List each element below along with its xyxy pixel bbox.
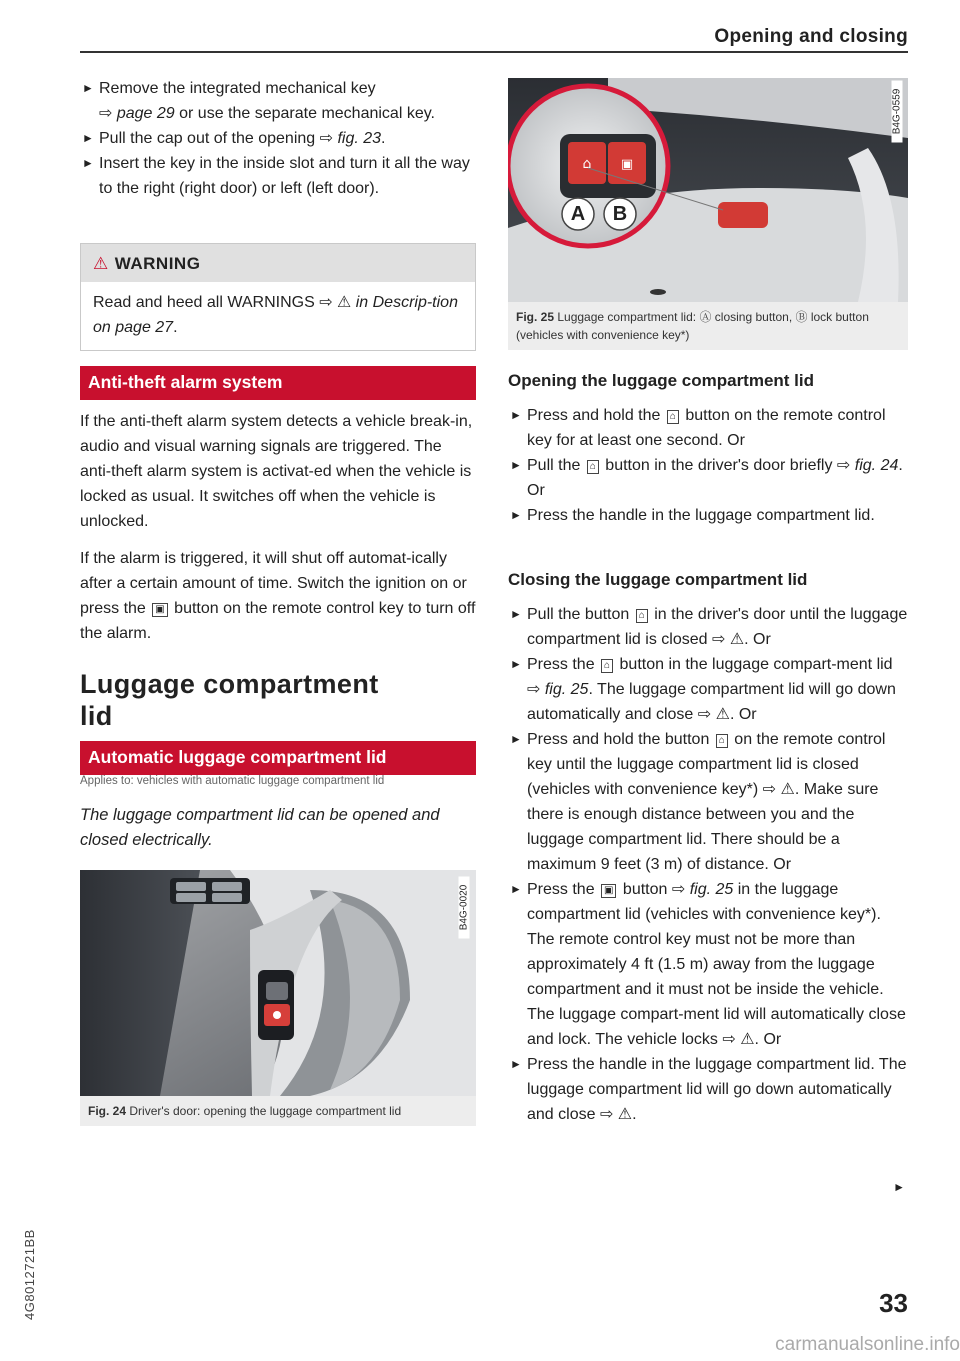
list-item: ► Press the handle in the luggage compartment lid.	[508, 503, 908, 528]
list-item: ► Insert the key in the inside slot and turn it all the way to the right (right door) or left (left door).	[80, 151, 476, 201]
trunk-button-icon: ⌂	[667, 410, 679, 424]
bullet-triangle-icon: ►	[510, 657, 522, 671]
section-heading-anti-theft: Anti-theft alarm system	[80, 366, 476, 400]
list-item: ► Press and hold the button ⌂ on the remote control key until the luggage compartment lid is closed (vehicles with convenience key*) ⇨ ⚠. Make sure there is enough distance between you and the luggage compartment lid. There should be a maximum 9 feet (3 m) of distance. Or	[508, 727, 908, 877]
bullet-triangle-icon: ►	[510, 607, 522, 621]
trunk-button-icon: ⌂	[716, 734, 728, 748]
document-code: 4G8012721BB	[22, 1229, 37, 1320]
list-item: ► Remove the integrated mechanical key ⇨ page 29 or use the separate mechanical key.	[80, 76, 476, 126]
list-item: ► Pull the button ⌂ in the driver's door until the luggage compartment lid is closed ⇨ ⚠. Or	[508, 602, 908, 652]
lock-button-icon: ▣	[601, 884, 616, 898]
section-heading-automatic-lid: Automatic luggage compartment lid	[80, 741, 476, 775]
bullet-triangle-icon: ►	[82, 156, 94, 170]
list-item: ► Press the handle in the luggage compartment lid. The luggage compartment lid will go down automatically and close ⇨ ⚠.	[508, 1052, 908, 1127]
list-item: ► Pull the ⌂ button in the driver's door briefly ⇨ fig. 24. Or	[508, 453, 908, 503]
opening-list	[508, 403, 908, 528]
fig25-label-a: A	[570, 203, 586, 225]
svg-text:▣: ▣	[620, 157, 634, 172]
bullet-triangle-icon: ►	[82, 81, 94, 95]
warning-body: Read and heed all WARNINGS ⇨ ⚠ in Descrip-tion on page 27.	[93, 294, 458, 336]
svg-text:⌂: ⌂	[582, 156, 592, 172]
warning-box	[80, 243, 476, 351]
lock-button-icon: ▣	[152, 603, 167, 617]
page-header-title: Opening and closing	[714, 26, 908, 47]
bullet-triangle-icon: ►	[510, 508, 522, 522]
fig25-caption: Fig. 25 Luggage compartment lid: Ⓐ closing button, Ⓑ lock button (vehicles with convenience key*)	[508, 302, 908, 350]
trunk-button-icon: ⌂	[601, 659, 613, 673]
trunk-button-icon: ⌂	[636, 609, 648, 623]
fig24-caption: Fig. 24 Driver's door: opening the luggage compartment lid	[80, 1096, 476, 1126]
closing-list	[508, 602, 908, 1127]
bullet-triangle-icon: ►	[510, 408, 522, 422]
fig25-image	[508, 78, 908, 302]
continue-arrow-icon: ►	[893, 1180, 905, 1194]
intro-text: The luggage compartment lid can be opened and closed electrically.	[80, 806, 440, 849]
closing-heading: Closing the luggage compartment lid	[508, 570, 808, 589]
bullet-triangle-icon: ►	[82, 131, 94, 145]
bullet-triangle-icon: ►	[510, 732, 522, 746]
chapter-title: Luggage compartment lid	[80, 669, 379, 731]
trunk-button-icon: ⌂	[587, 460, 599, 474]
opening-heading: Opening the luggage compartment lid	[508, 371, 815, 390]
list-item: ► Press the ⌂ button in the luggage compart-ment lid ⇨ fig. 25. The luggage compartment lid will go down automatically and close ⇨ ⚠. Or	[508, 652, 908, 727]
list-item: ► Pull the cap out of the opening ⇨ fig. 23.	[80, 126, 476, 151]
list-item: ► Press the ▣ button ⇨ fig. 25 in the luggage compartment lid (vehicles with convenience key*). The remote control key must not be more than approximately 4 ft (1.5 m) away from the luggage compartment and it must not be inside the vehicle. The luggage compart-ment lid will automatically close and lock. The vehicle locks ⇨ ⚠. Or	[508, 877, 908, 1052]
bullet-triangle-icon: ►	[510, 882, 522, 896]
header-rule	[80, 51, 908, 53]
left-intro	[80, 76, 476, 201]
fig25-code-box: B4G-0559	[890, 82, 904, 144]
bullet-triangle-icon: ►	[510, 1057, 522, 1071]
warning-triangle-icon: ⚠	[93, 254, 109, 273]
list-item: ► Press and hold the ⌂ button on the remote control key for at least one second. Or	[508, 403, 908, 453]
warning-header: ⚠ WARNING	[81, 244, 475, 282]
anti-theft-text	[80, 409, 476, 646]
applies-to: Applies to: vehicles with automatic luggage compartment lid	[80, 775, 385, 787]
watermark: carmanualsonline.info	[775, 1334, 960, 1355]
paragraph: If the alarm is triggered, it will shut off automat-ically after a certain amount of time. Switch the ignition on or press the ▣ button on the remote control key to turn off the alarm.	[80, 550, 476, 642]
fig24-code-box: B4G-0020	[457, 878, 471, 940]
fig24-image	[80, 870, 476, 1096]
bullet-triangle-icon: ►	[510, 458, 522, 472]
fig25-label-b: B	[612, 203, 628, 225]
paragraph: If the anti-theft alarm system detects a vehicle break-in, audio and visual warning signals are triggered. The anti-theft alarm system is activat-ed when the vehicle is locked as usual. It switches off when the vehicle is unlocked.	[80, 413, 473, 530]
page-number: 33	[879, 1288, 908, 1318]
